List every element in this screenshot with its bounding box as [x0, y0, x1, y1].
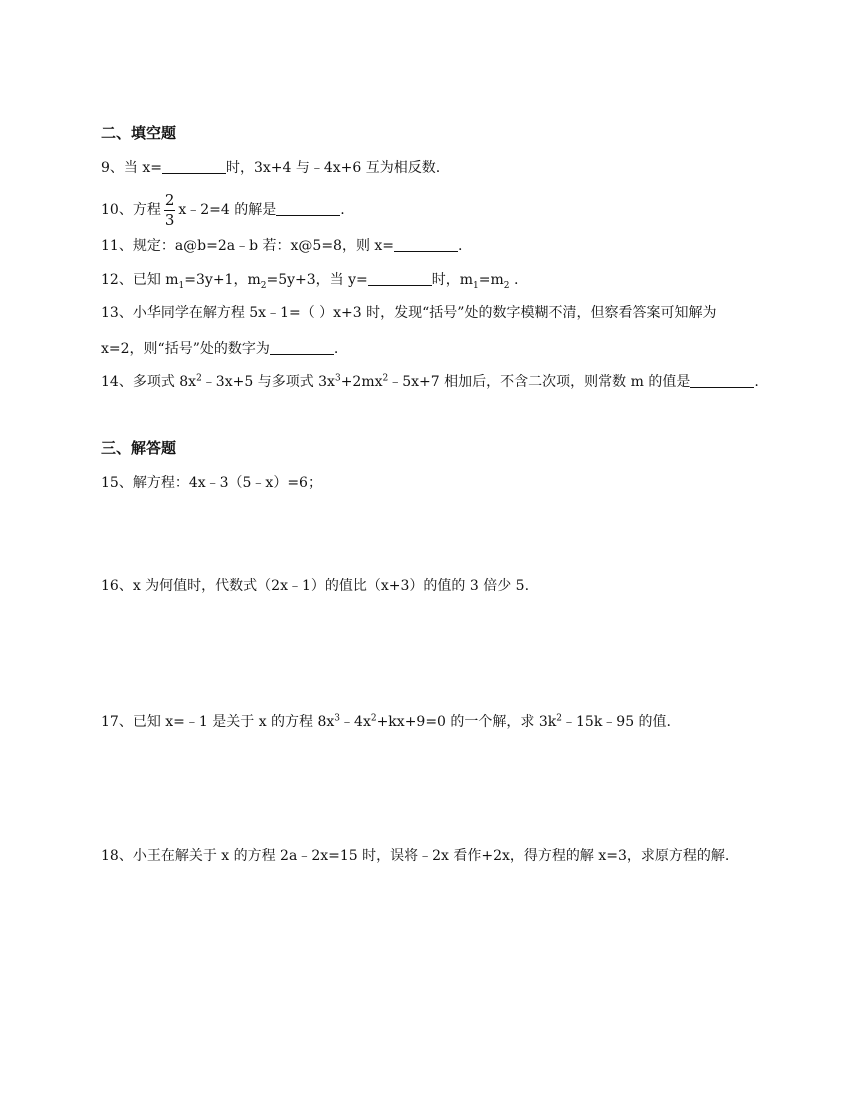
question-17 [101, 713, 671, 731]
subscript: 1 [473, 280, 479, 291]
q12-text-c: =5y+3，当 y= [266, 272, 368, 288]
question-14 [101, 373, 759, 391]
q12-text-a: 12、已知 m [101, 272, 179, 288]
section-title-fill-in: 二、填空题 [101, 124, 177, 142]
question-11 [101, 237, 463, 255]
q10-text-a: 10、方程 [101, 202, 161, 218]
q10-text-c: . [340, 202, 345, 218]
fraction-denominator: 3 [164, 210, 175, 229]
answer-blank [690, 373, 754, 388]
q12-text-b: =3y+1，m [184, 272, 261, 288]
q12-text-e: =m [478, 272, 504, 288]
question-12 [101, 271, 518, 289]
answer-blank [368, 271, 432, 286]
question-9 [101, 159, 440, 177]
q12-text-f: . [509, 272, 519, 288]
superscript: 2 [556, 713, 562, 724]
q17-text-d: ﹣15k﹣95 的值. [562, 714, 672, 730]
answer-blank [162, 159, 226, 174]
fraction-numerator: 2 [164, 190, 175, 209]
q9-text-a: 9、当 x= [101, 160, 162, 176]
superscript: 3 [334, 373, 341, 384]
q13-text-a: x=2，则“括号”处的数字为 [101, 341, 270, 357]
answer-blank [270, 340, 334, 355]
q14-text-a: 14、多项式 8x [101, 374, 197, 390]
answer-blank [276, 201, 340, 216]
q17-text-c: +kx+9=0 的一个解，求 3k [376, 714, 557, 730]
q11-text-a: 11、规定：a@b=2a﹣b 若：x@5=8，则 x= [101, 238, 395, 254]
question-13-line-2 [101, 340, 338, 358]
section-title-answer: 三、解答题 [101, 439, 177, 457]
q14-text-d: ﹣5x+7 相加后，不含二次项，则常数 m 的值是 [388, 374, 691, 390]
question-13-line-1: 13、小华同学在解方程 5x﹣1=（ ）x+3 时，发现“括号”处的数字模糊不清，但察看答案可知解为 [101, 305, 717, 321]
question-18: 18、小王在解关于 x 的方程 2a﹣2x=15 时，误将﹣2x 看作+2x，得方程的解 x=3，求原方程的解. [101, 848, 730, 864]
subscript: 2 [503, 280, 510, 291]
q13-text-b: . [333, 341, 339, 357]
q12-text-d: 时，m [431, 272, 474, 288]
q14-text-c: +2mx [340, 374, 383, 390]
superscript: 2 [196, 373, 202, 384]
question-10 [101, 190, 345, 230]
subscript: 2 [260, 280, 267, 291]
q10-text-b: x﹣2=4 的解是 [178, 202, 277, 218]
q14-text-b: ﹣3x+5 与多项式 3x [201, 374, 335, 390]
q17-text-b: ﹣4x [340, 714, 371, 730]
superscript: 2 [370, 713, 377, 724]
question-15: 15、解方程：4x﹣3（5﹣x）=6； [101, 475, 322, 491]
fraction [164, 190, 176, 229]
superscript: 2 [382, 373, 389, 384]
superscript: 3 [334, 713, 341, 724]
q14-text-f: . [754, 374, 759, 390]
question-16: 16、x 为何值时，代数式（2x﹣1）的值比（x+3）的值的 3 倍少 5. [101, 578, 530, 594]
q17-text-a: 17、已知 x=﹣1 是关于 x 的方程 8x [101, 714, 335, 730]
answer-blank [394, 237, 458, 252]
q11-text-b: . [458, 238, 463, 254]
q9-text-b: 时，3x+4 与﹣4x+6 互为相反数. [225, 160, 441, 176]
subscript: 1 [178, 280, 185, 291]
